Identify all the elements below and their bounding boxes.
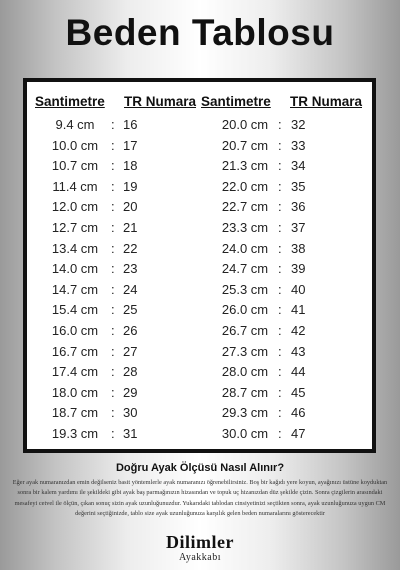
- cm-value-left: 15.4 cm: [51, 302, 99, 318]
- row-separator: :: [111, 199, 115, 215]
- how-to-text: Eğer ayak numaranızdan emin değilseniz basit yöntemlerle ayak numaranızı öğrenebilirsiniz. Boş bir kağıdı yere koyun, ayağınızı üstüne koyduktan sonra bir kalem yardımı ile şekildeki gibi ayak baş parmağınızın hizasından ve topuk uç hizanızdan düz şekilde çizin. Sonra çizgilerin arasındaki mesafeyi cetvel ile ölçün, çıkan sonuç sizin ayak uzunluğunuzdur. Yukarıdaki tablodan cinsiyetinizi seçtikten sonra, ayak uzunluğunuza uygun CM değerini seçtiğinizde, tablo size ayak uzunluğunuza karşılık gelen beden numaralarını gösterecektir: [12, 479, 388, 518]
- cm-value-left: 13.4 cm: [51, 240, 99, 256]
- header-tr-numara-right: TR Numara: [290, 94, 363, 109]
- tr-value-right: 34: [291, 158, 306, 174]
- tr-value-right: 43: [291, 343, 306, 359]
- table-row: [27, 199, 372, 219]
- row-separator: :: [111, 178, 115, 194]
- cm-value-left: 19.3 cm: [51, 426, 99, 441]
- brand-subtitle: Ayakkabı: [179, 552, 221, 563]
- tr-value-left: 17: [123, 137, 138, 153]
- tr-value-right: 39: [291, 261, 306, 277]
- cm-value-right: 27.3 cm: [221, 343, 269, 359]
- row-separator: :: [278, 281, 282, 297]
- cm-value-right: 22.0 cm: [221, 178, 269, 194]
- row-separator: :: [278, 302, 282, 318]
- row-separator: :: [278, 323, 282, 338]
- row-separator: :: [111, 117, 115, 132]
- tr-value-left: 25: [123, 302, 138, 318]
- row-separator: :: [278, 137, 282, 153]
- cm-value-left: 18.0 cm: [51, 384, 99, 400]
- table-row: [27, 405, 372, 425]
- cm-value-left: 16.7 cm: [51, 343, 99, 359]
- tr-value-left: 19: [123, 178, 138, 194]
- tr-value-left: 26: [123, 323, 138, 338]
- tr-value-right: 40: [291, 281, 306, 297]
- cm-value-left: 12.7 cm: [51, 220, 99, 235]
- tr-value-left: 20: [123, 199, 138, 215]
- table-row: [27, 179, 372, 199]
- header-santimetre-right: Santimetre: [201, 94, 271, 109]
- row-separator: :: [278, 384, 282, 400]
- row-separator: :: [278, 261, 282, 277]
- table-row: [27, 158, 372, 178]
- brand-logo: Dilimler: [166, 532, 234, 552]
- cm-value-right: 29.3 cm: [221, 405, 269, 421]
- cm-value-left: 14.0 cm: [51, 261, 99, 277]
- cm-value-right: 30.0 cm: [221, 426, 269, 441]
- header-tr-numara-left: TR Numara: [124, 94, 197, 109]
- table-row: [27, 344, 372, 364]
- tr-value-left: 22: [123, 240, 138, 256]
- tr-value-right: 41: [291, 302, 306, 318]
- cm-value-right: 20.0 cm: [221, 117, 269, 132]
- cm-value-left: 12.0 cm: [51, 199, 99, 215]
- row-separator: :: [278, 240, 282, 256]
- table-row: [27, 385, 372, 405]
- table-row: [27, 364, 372, 384]
- tr-value-right: 45: [291, 384, 306, 400]
- table-row: [27, 302, 372, 322]
- row-separator: :: [111, 384, 115, 400]
- cm-value-right: 22.7 cm: [221, 199, 269, 215]
- tr-value-right: 42: [291, 323, 306, 338]
- row-separator: :: [111, 323, 115, 338]
- cm-value-left: 9.4 cm: [55, 117, 95, 132]
- tr-value-left: 21: [123, 220, 138, 235]
- row-separator: :: [111, 343, 115, 359]
- row-separator: :: [278, 178, 282, 194]
- table-row: [27, 117, 372, 137]
- cm-value-left: 10.7 cm: [51, 158, 99, 174]
- row-separator: :: [111, 302, 115, 318]
- tr-value-right: 33: [291, 137, 306, 153]
- row-separator: :: [111, 364, 115, 380]
- header-santimetre-left: Santimetre: [35, 94, 105, 109]
- tr-value-right: 32: [291, 117, 306, 132]
- tr-value-left: 16: [123, 117, 138, 132]
- table-row: [27, 323, 372, 343]
- cm-value-left: 14.7 cm: [51, 281, 99, 297]
- tr-value-right: 38: [291, 240, 306, 256]
- table-row: [27, 241, 372, 261]
- table-row: [27, 261, 372, 281]
- table-row: [27, 138, 372, 158]
- cm-value-right: 23.3 cm: [221, 220, 269, 235]
- table-row: [27, 220, 372, 240]
- tr-value-right: 46: [291, 405, 306, 421]
- table-row: [27, 426, 372, 446]
- row-separator: :: [111, 281, 115, 297]
- row-separator: :: [111, 220, 115, 235]
- tr-value-left: 27: [123, 343, 138, 359]
- cm-value-right: 28.7 cm: [221, 384, 269, 400]
- row-separator: :: [111, 158, 115, 174]
- tr-value-right: 35: [291, 178, 306, 194]
- cm-value-right: 26.7 cm: [221, 323, 269, 338]
- row-separator: :: [278, 426, 282, 441]
- cm-value-left: 16.0 cm: [51, 323, 99, 338]
- cm-value-right: 21.3 cm: [221, 158, 269, 174]
- tr-value-right: 36: [291, 199, 306, 215]
- tr-value-left: 24: [123, 281, 138, 297]
- size-table: [23, 78, 376, 453]
- row-separator: :: [278, 158, 282, 174]
- row-separator: :: [278, 364, 282, 380]
- cm-value-left: 10.0 cm: [51, 137, 99, 153]
- row-separator: :: [278, 405, 282, 421]
- tr-value-right: 47: [291, 426, 306, 441]
- cm-value-left: 18.7 cm: [51, 405, 99, 421]
- cm-value-right: 24.7 cm: [221, 261, 269, 277]
- row-separator: :: [111, 405, 115, 421]
- cm-value-right: 24.0 cm: [221, 240, 269, 256]
- tr-value-left: 29: [123, 384, 138, 400]
- row-separator: :: [278, 220, 282, 235]
- cm-value-right: 25.3 cm: [221, 281, 269, 297]
- tr-value-left: 18: [123, 158, 138, 174]
- row-separator: :: [111, 426, 115, 441]
- row-separator: :: [111, 240, 115, 256]
- tr-value-right: 37: [291, 220, 306, 235]
- tr-value-left: 30: [123, 405, 138, 421]
- page-title: Beden Tablosu: [65, 12, 335, 53]
- row-separator: :: [278, 117, 282, 132]
- cm-value-left: 17.4 cm: [51, 364, 99, 380]
- cm-value-right: 28.0 cm: [221, 364, 269, 380]
- cm-value-left: 11.4 cm: [52, 178, 98, 194]
- tr-value-left: 23: [123, 261, 138, 277]
- tr-value-left: 28: [123, 364, 138, 380]
- row-separator: :: [111, 261, 115, 277]
- tr-value-left: 31: [123, 426, 138, 441]
- row-separator: :: [111, 137, 115, 153]
- cm-value-right: 26.0 cm: [221, 302, 269, 318]
- how-to-title: Doğru Ayak Ölçüsü Nasıl Alınır?: [115, 462, 285, 474]
- row-separator: :: [278, 199, 282, 215]
- row-separator: :: [278, 343, 282, 359]
- table-row: [27, 282, 372, 302]
- tr-value-right: 44: [291, 364, 306, 380]
- cm-value-right: 20.7 cm: [221, 137, 269, 153]
